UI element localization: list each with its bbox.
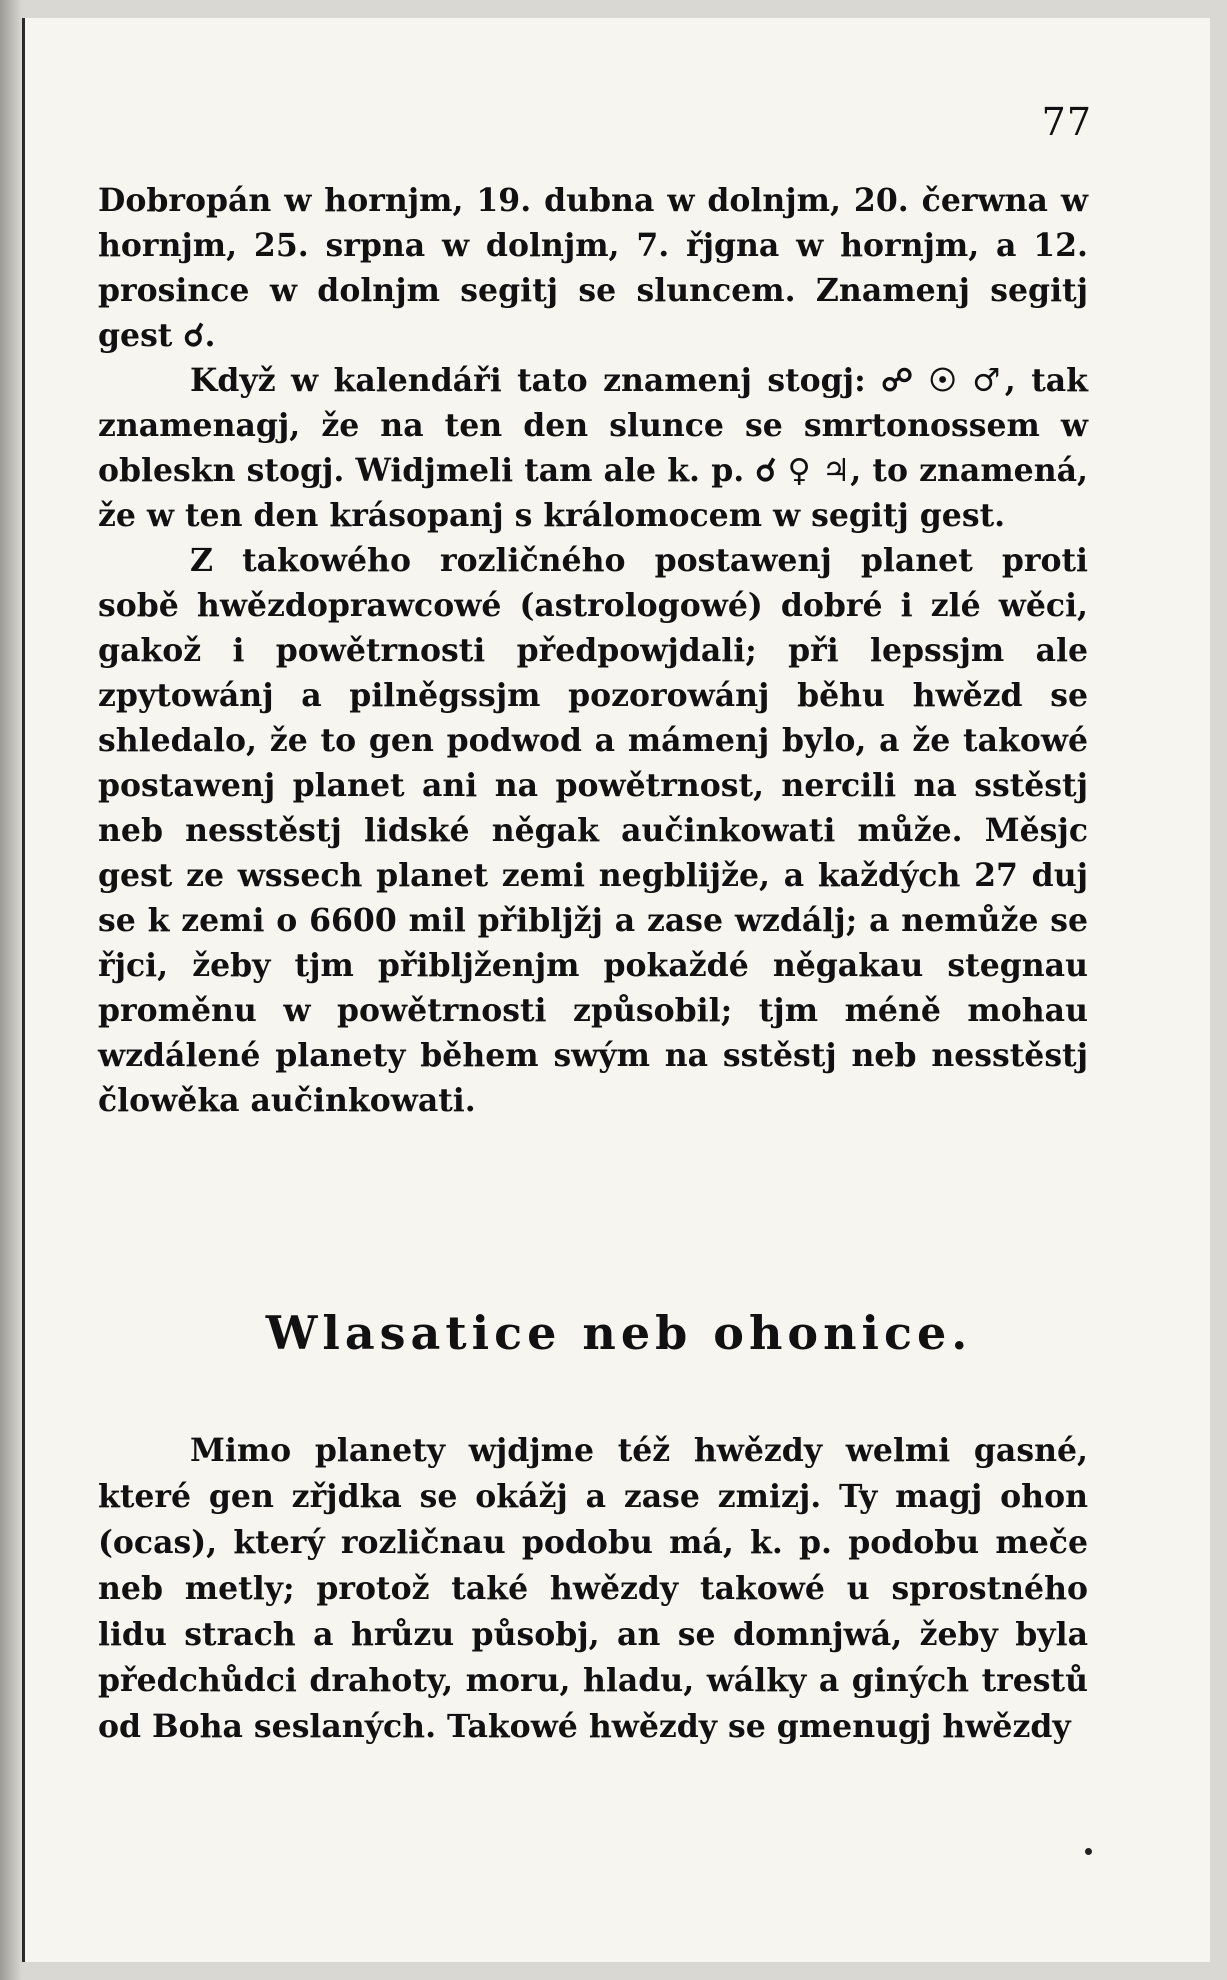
paragraph-3: Z takowého rozličného postawenj planet proti sobě hwězdoprawcowé (astrologowé) dobré i zlé wěci, gakož i powětrnosti předpowjdali; při lepssjm ale zpytowánj a pilněgssjm pozorowánj běhu hwězd se shledalo, že to gen podwod a mámenj bylo, a že takowé postawenj planet ani na powětrnost, nercili na sstěstj neb nesstěstj lidské něgak aučinkowati může. Měsjc gest ze wssech planet zemi negblijže, a každých 27 duj se k zemi o 6600 mil přibljžj a zase wzdálj; a nemůže se řjci, žeby tjm přibljženjm pokaždé něgakau stegnau proměnu w powětrnosti způsobil; tjm méně mohau wzdálené planety během swým na sstěstj neb nesstěstj člowěka aučinkowati. [98, 542, 1088, 1119]
book-page [22, 18, 1210, 1962]
page-number: 77 [1041, 100, 1092, 144]
paragraph-1: Dobropán w hornjm, 19. dubna w dolnjm, 20. čerwna w hornjm, 25. srpna w dolnjm, 7. řjgna w hornjm, a 12. prosince w dolnjm segitj se sluncem. Znamenj segitj gest ☌. [98, 182, 1088, 354]
main-text [98, 178, 1088, 1123]
page-edge-shadow [0, 0, 22, 1980]
paragraph-2: Když w kalendáři tato znamenj stogj: ☍ ☉ ♂, tak znamenagj, že na ten den slunce se smrtonossem w obleskn stogj. Widjmeli tam ale k. p. ☌ ♀ ♃, to znamená, že w ten den krásopanj s králomocem w segitj gest. [98, 362, 1088, 534]
section-text [98, 1428, 1088, 1750]
ink-speck [1085, 1848, 1092, 1855]
section-heading: Wlasatice neb ohonice. [265, 1306, 973, 1360]
section-paragraph-1: Mimo planety wjdjme též hwězdy welmi gasné, které gen zřjdka se okážj a zase zmizj. Ty magj ohon (ocas), který rozličnau podobu má, k. p. podobu meče neb metly; protož také hwězdy takowé u sprostného lidu strach a hrůzu působj, an se domnjwá, žeby byla předchůdci drahoty, moru, hladu, wálky a giných trestů od Boha seslaných. Takowé hwězdy se gmenugj hwězdy [98, 1432, 1088, 1745]
